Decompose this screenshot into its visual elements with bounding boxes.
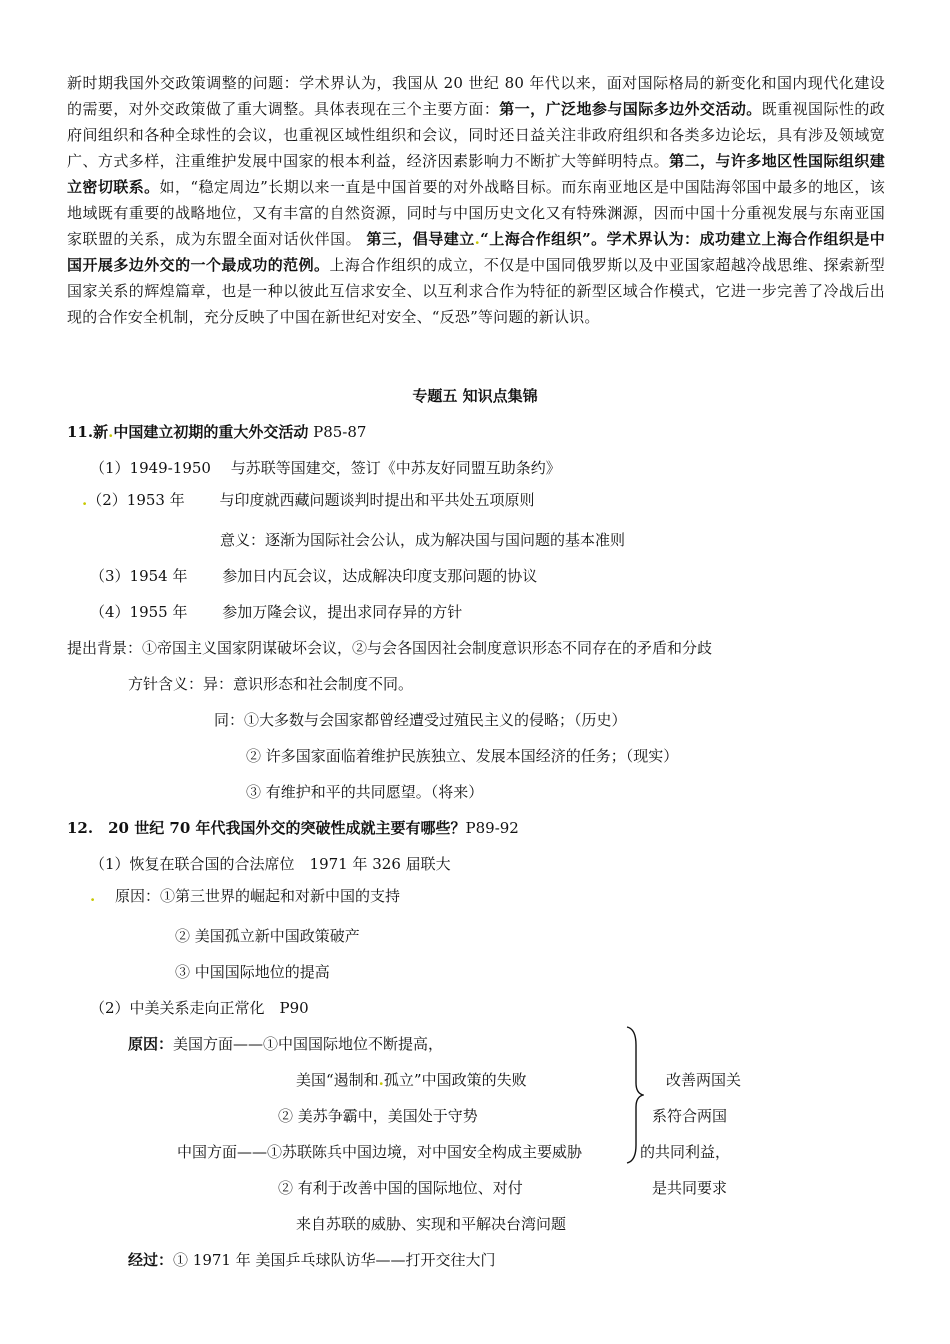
q12-reason-1-text: 原因：①第三世界的崛起和对新中国的支持	[115, 887, 401, 905]
section-title: 专题五 知识点集锦	[412, 387, 538, 405]
q12-conclusion-4: 是共同要求	[652, 1179, 728, 1197]
q12-pages: P89-92	[465, 819, 519, 837]
intro-text-2: 既重视国际性的政府间组织和各种全球性的会议，也重视区域性组织和会议，同时还日益关注非政府组织和各类多边论坛，具有涉及领域宽广、方式多样，注重维护发展中国家的根本利益，经济因素影响力不断扩大等鲜明特点。	[67, 100, 886, 170]
q12-item-2: （2）中美关系走向正常化 P90	[90, 999, 309, 1017]
yellow-dot-mark: .	[108, 423, 114, 441]
q11-item-2-text: （2）1953 年 与印度就西藏问题谈判时提出和平共处五项原则	[87, 491, 535, 509]
q12-us-side-2b: 孤立”中国政策的失败	[383, 1071, 527, 1089]
q11-heading-a: 11.新	[67, 423, 109, 441]
q12-process-label: 经过：	[128, 1251, 174, 1269]
q12-cause	[128, 1034, 443, 1054]
q11-item-2	[82, 490, 535, 510]
q11-item-4: （4）1955 年 参加万隆会议，提出求同存异的方针	[90, 603, 463, 621]
q11-heading-b: 中国建立初期的重大外交活动	[113, 423, 309, 441]
intro-text-4: 上海合作组织的成立，不仅是中国同俄罗斯以及中亚国家超越冷战思维、探索新型国家关系的辉煌篇章，也是一种以彼此互信求安全、以互利求合作为特征的新型区域合作模式，它进一步完善了冷战后出现的合作安全机制，充分反映了中国在新世纪对安全、“反恐”等问题的新认识。	[67, 256, 885, 326]
q12-reason-2: ② 美国孤立新中国政策破产	[175, 927, 360, 945]
yellow-dot-mark: .	[90, 887, 96, 905]
q12-us-side-2a: 美国“遏制和	[296, 1071, 379, 1089]
q11-item-1: （1）1949-1950 与苏联等国建交，签订《中苏友好同盟互助条约》	[90, 459, 561, 477]
q12-conclusion-2: 系符合两国	[652, 1107, 728, 1125]
intro-text-1: 新时期我国外交政策调整的问题：学术界认为，我国从 20 世纪 80 年代以来，面对国际格局的新变化和国内现代化建设的需要，对外交政策做了重大调整。具体表现在三个主要方面：	[67, 74, 885, 118]
q11-background: 提出背景：①帝国主义国家阴谋破坏会议，②与会各国因社会制度意识形态不同存在的矛盾和分歧	[67, 639, 713, 657]
q12-us-side-2	[296, 1070, 527, 1090]
q11-same-2: ② 许多国家面临着维护民族独立、发展本国经济的任务；（现实）	[246, 747, 679, 765]
q11-heading	[67, 422, 366, 442]
q12-process-1: ① 1971 年 美国乒乓球队访华——打开交往大门	[173, 1251, 496, 1269]
intro-bold-3b: “上海合作组织”。学术界认为：成功建立上海合作组织是中国开展多边外交的一个最成功的范例。	[67, 230, 885, 274]
q12-cn-side: 中国方面——①苏联陈兵中国边境，对中国安全构成主要威胁	[177, 1143, 583, 1161]
intro-bold-2: 第二，与许多地区性国际组织建立密切联系。	[67, 152, 885, 196]
q11-same-3: ③ 有维护和平的共同愿望。（将来）	[246, 783, 484, 801]
q12-cause-label: 原因：	[128, 1035, 174, 1053]
q11-same-1: 同：①大多数与会国家都曾经遭受过殖民主义的侵略；（历史）	[214, 711, 627, 729]
q12-process	[128, 1250, 496, 1270]
q12-heading	[67, 818, 519, 838]
intro-bold-3a: 第三，倡导建立	[366, 230, 475, 248]
yellow-dot-mark: .	[378, 1071, 384, 1089]
intro-text-3: 如，“稳定周边”长期以来一直是中国首要的对外战略目标。而东南亚地区是中国陆海邻国中最多的地区，该地域既有重要的战略地位，又有丰富的自然资源，同时与中国历史文化又有特殊渊源，因而中国十分重视发展与东南亚国家联盟的关系，成为东盟全面对话伙伴国。	[67, 178, 885, 248]
intro-paragraph	[67, 70, 885, 330]
q11-pages: P85-87	[308, 423, 367, 441]
q12-conclusion-3: 的共同利益，	[640, 1143, 731, 1161]
q12-us-side-3: ② 美苏争霸中，美国处于守势	[278, 1107, 478, 1125]
yellow-dot-mark: .	[474, 230, 481, 248]
q12-cn-side-2: ② 有利于改善中国的国际地位、对付	[278, 1179, 523, 1197]
q11-item-3: （3）1954 年 参加日内瓦会议，达成解决印度支那问题的协议	[90, 567, 538, 585]
q12-reason-1	[90, 886, 400, 906]
q11-policy-diff: 方针含义：异：意识形态和社会制度不同。	[128, 675, 414, 693]
q12-cn-side-3: 来自苏联的威胁、实现和平解决台湾问题	[296, 1215, 567, 1233]
q12-heading-text: 12. 20 世纪 70 年代我国外交的突破性成就主要有哪些？	[67, 819, 466, 837]
intro-bold-1: 第一，广泛地参与国际多边外交活动。	[499, 100, 762, 118]
q12-item-1: （1）恢复在联合国的合法席位 1971 年 326 届联大	[90, 855, 451, 873]
q12-conclusion-1: 改善两国关	[666, 1071, 742, 1089]
yellow-dot-mark: .	[82, 491, 88, 509]
q12-us-side: 美国方面——①中国国际地位不断提高，	[173, 1035, 444, 1053]
q11-item-2-meaning: 意义：逐渐为国际社会公认，成为解决国与国问题的基本准则	[220, 531, 626, 549]
q12-reason-3: ③ 中国国际地位的提高	[175, 963, 330, 981]
